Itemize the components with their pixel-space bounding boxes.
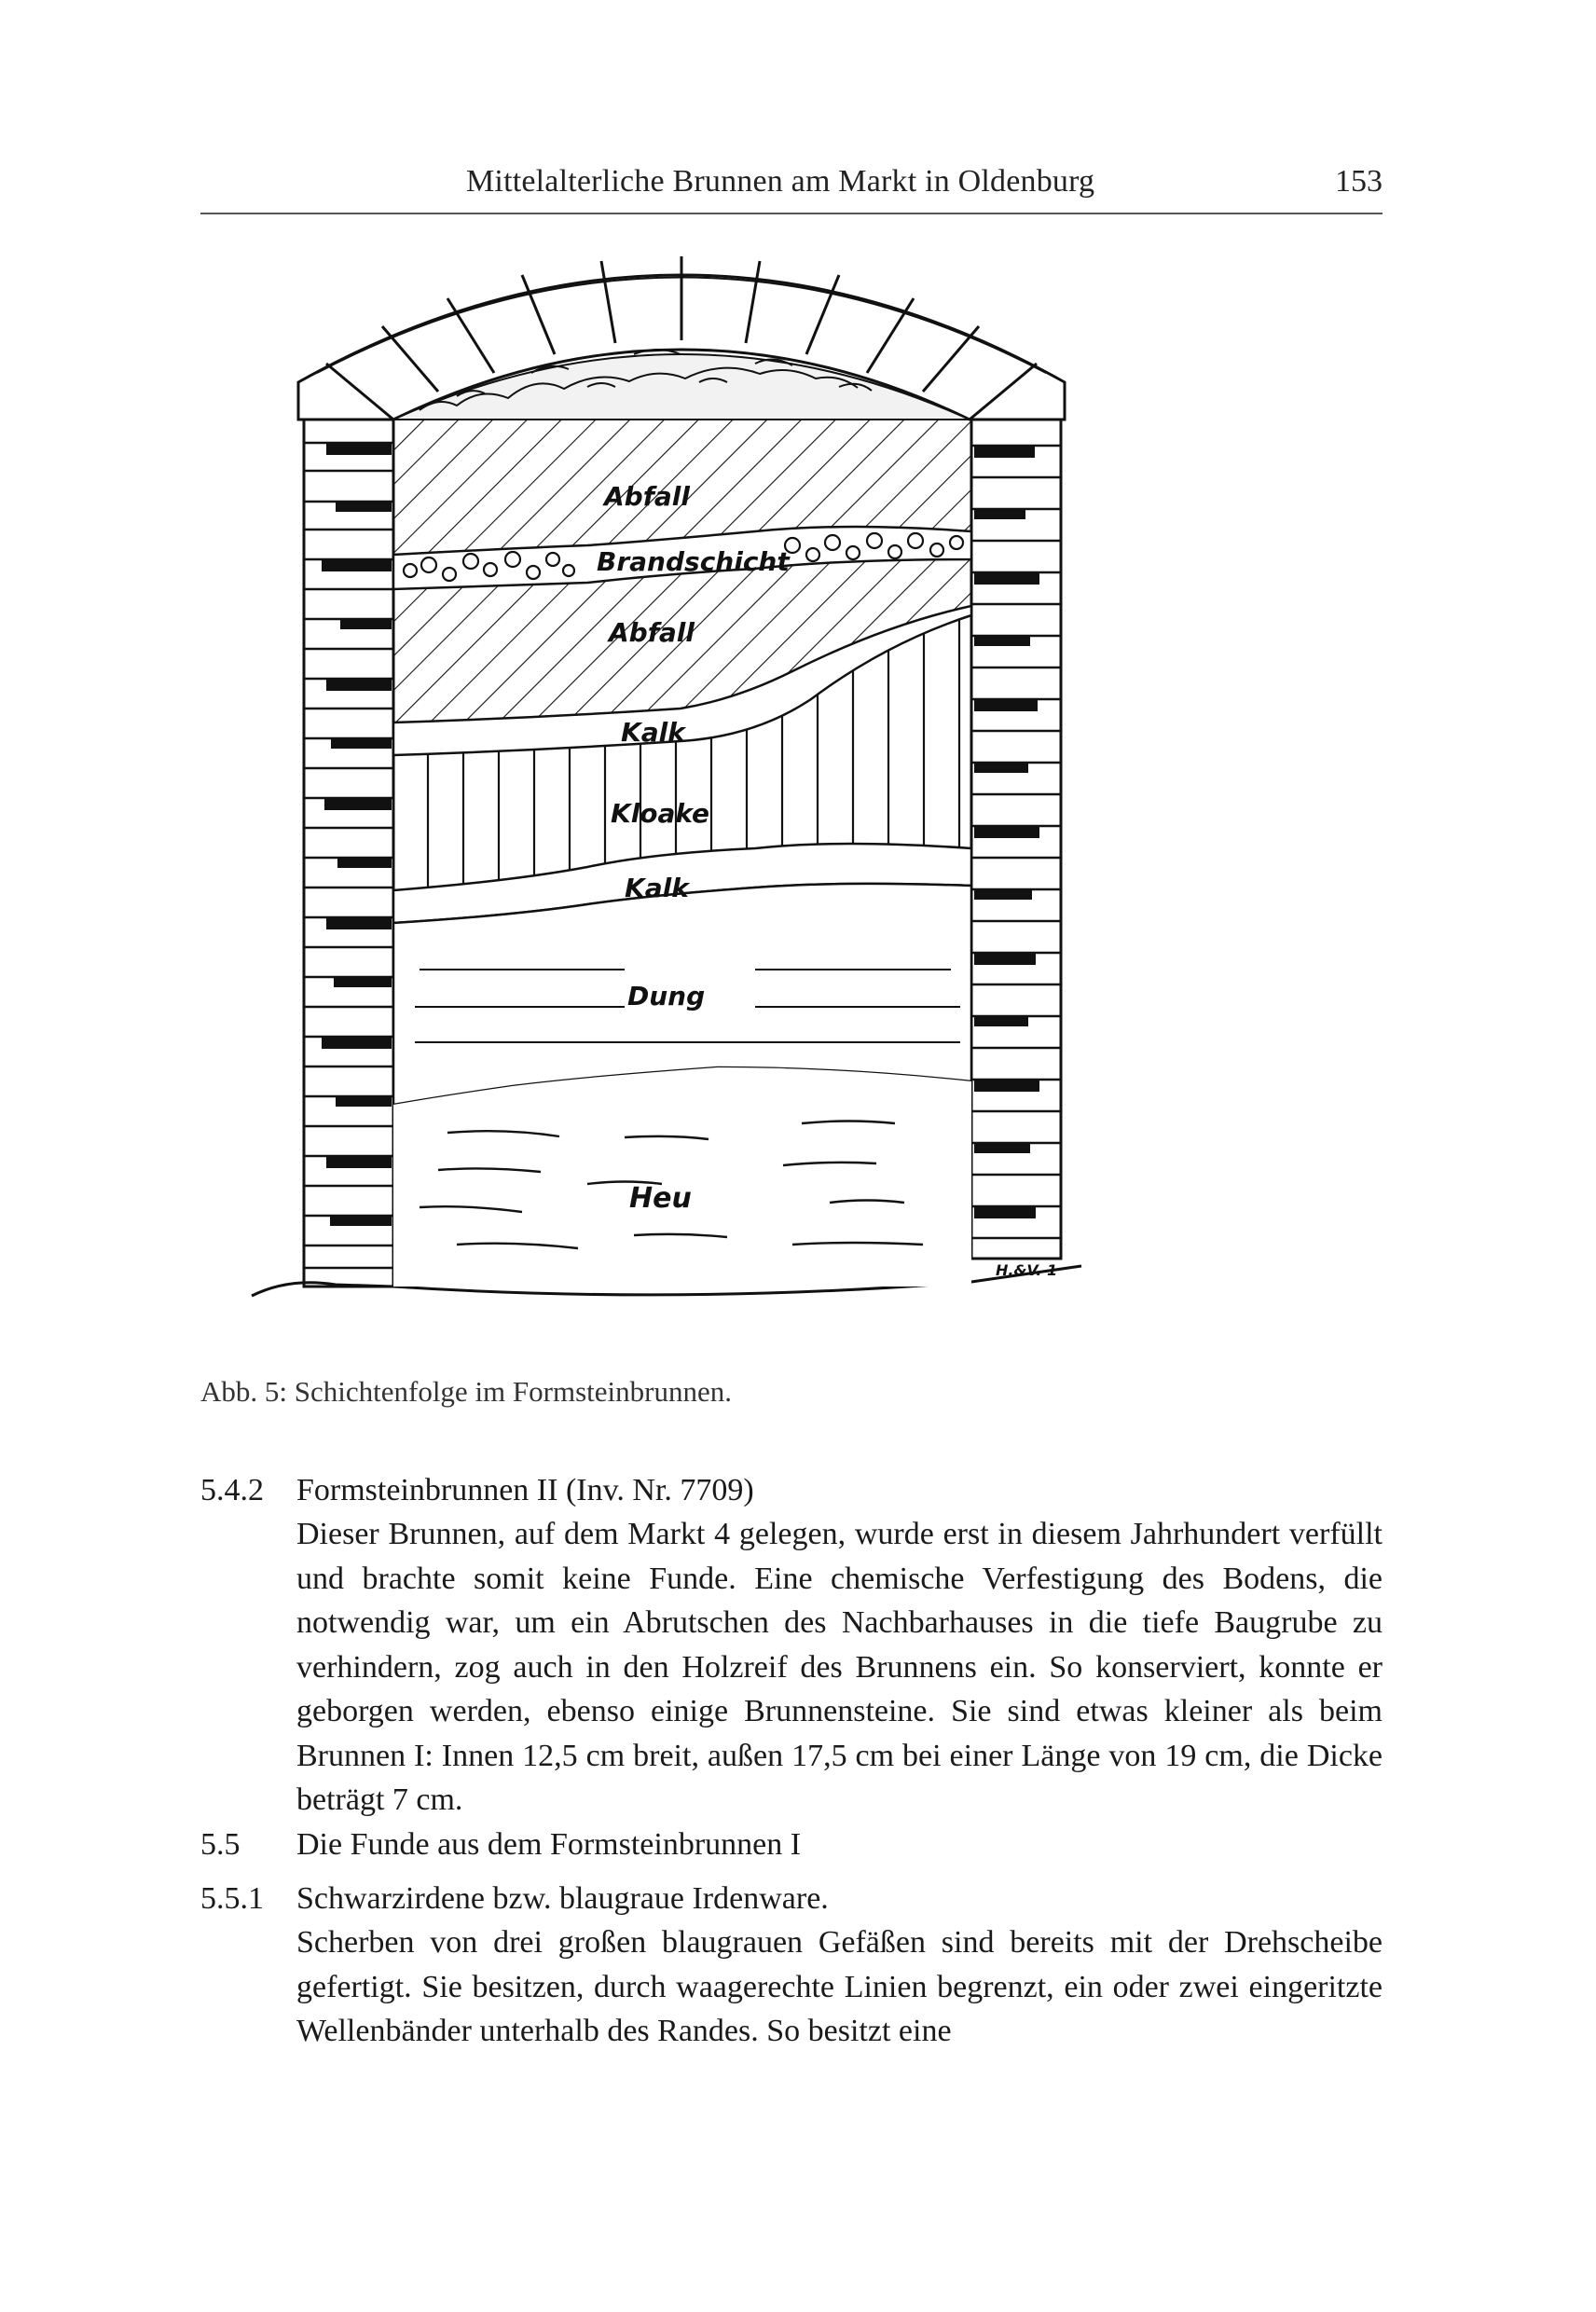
label-kloake: Kloake [611,798,710,829]
right-wall [971,420,1061,1259]
section-heading: Formsteinbrunnen II (Inv. Nr. 7709) [296,1473,754,1507]
running-title: Mittelalterliche Brunnen am Markt in Oldenburg [466,164,1095,199]
running-head [200,157,1383,214]
label-heu: Heu [629,1182,692,1215]
section-number: 5.5 [200,1827,241,1862]
label-brandschicht: Brandschicht [597,546,790,577]
section-number: 5.4.2 [200,1473,264,1507]
section-number: 5.5.1 [200,1881,264,1916]
section-heading: Die Funde aus dem Formsteinbrunnen I [296,1827,802,1862]
section-5-4-2-body: Dieser Brunnen, auf dem Markt 4 gelegen, wurde erst in diesem Jahrhundert verfüllt und brachte somit keine Funde. Eine chemische Verfestigung des Bodens, die notwendig war, um ein Abrutschen des Nachbarhauses in die tiefe Baugrube zu verhindern, zog auch in den Holzreif des Brunnens ein. So konserviert, konnte er geborgen werden, ebenso einige Brunnensteine. Sie sind etwas kleiner als beim Brunnen I: Innen 12,5 cm breit, außen 17,5 cm bei einer Länge von 19 cm, die Dicke beträgt 7 cm. [296,1517,1383,1817]
illustrator-signature: H.&V. 1 [996,1261,1058,1279]
well-section-drawing [233,233,1109,1370]
section-5-5-1-body: Scherben von drei großen blaugrauen Gefäßen sind bereits mit der Drehscheibe gefertigt. Sie besitzen, durch waagerechte Linien begrenzt, ein oder zwei eingeritzte Wellenbänder unterhalb des Randes. So besitzt eine [296,1925,1383,2048]
label-dung: Dung [627,981,706,1012]
label-kalk-lower: Kalk [625,873,689,903]
figure-well-section [233,233,1109,1370]
section-heading: Schwarzirdene bzw. blaugraue Irdenware. [296,1881,829,1916]
label-kalk-upper: Kalk [621,717,685,748]
figure-caption: Abb. 5: Schichtenfolge im Formsteinbrunnen. [200,1375,732,1408]
page-number: 153 [1335,164,1383,199]
label-abfall-mid: Abfall [609,617,695,648]
left-wall [304,420,393,1287]
label-abfall-top: Abfall [604,481,690,512]
